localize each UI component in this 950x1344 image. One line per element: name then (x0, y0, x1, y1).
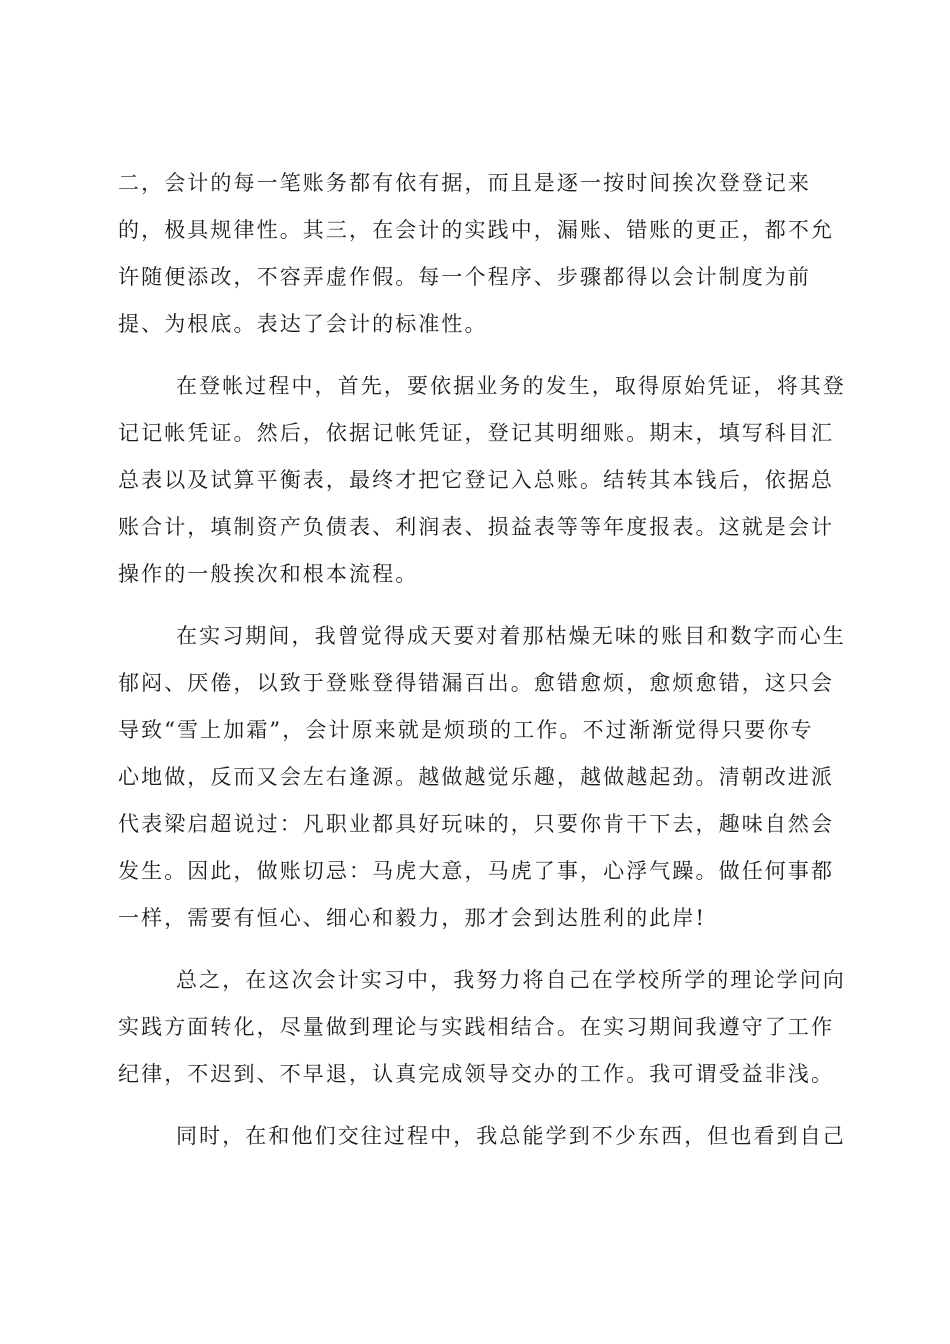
body-text (118, 160, 846, 1160)
text-line: 心地做，反而又会左右逢源。越做越觉乐趣，越做越起劲。清朝改进派 (118, 765, 835, 789)
text-line: 郁闷、厌倦，以致于登账登得错漏百出。愈错愈烦，愈烦愈错，这只会 (118, 671, 835, 695)
text-line: 同时，在和他们交往过程中，我总能学到不少东西，但也看到自己 (176, 1124, 846, 1148)
text-line: 记记帐凭证。然后，依据记帐凭证，登记其明细账。期末，填写科目汇 (118, 421, 835, 445)
text-line: 总之，在这次会计实习中，我努力将自己在学校所学的理论学问向 (176, 968, 846, 992)
text-line: 在登帐过程中，首先，要依据业务的发生，取得原始凭证，将其登 (176, 374, 846, 398)
paragraph (118, 160, 834, 348)
text-line: 纪律，不迟到、不早退，认真完成领导交办的工作。我可谓受益非浅。 (118, 1062, 835, 1086)
text-line: 操作的一般挨次和根本流程。 (118, 562, 419, 586)
text-line: 的，极具规律性。其三，在会计的实践中，漏账、错账的更正，都不允 (118, 218, 835, 242)
text-line: 总表以及试算平衡表，最终才把它登记入总账。结转其本钱后，依据总 (118, 468, 835, 492)
text-line: 实践方面转化，尽量做到理论与实践相结合。在实习期间我遵守了工作 (118, 1015, 835, 1039)
paragraph-spacer (118, 598, 834, 613)
text-line: 代表梁启超说过：凡职业都具好玩味的，只要你肯干下去，趣味自然会 (118, 812, 835, 836)
text-line: 在实习期间，我曾觉得成天要对着那枯燥无味的账目和数字而心生 (176, 624, 846, 648)
text-line: 导致“雪上加霜”，会计原来就是烦琐的工作。不过渐渐觉得只要你专 (118, 718, 814, 742)
paragraph-spacer (118, 942, 834, 957)
text-line: 提、为根底。表达了会计的标准性。 (118, 312, 488, 336)
paragraph-spacer (118, 1098, 834, 1113)
paragraph (118, 613, 846, 942)
paragraph-spacer (118, 348, 834, 363)
paragraph (118, 1113, 846, 1160)
text-line: 发生。因此，做账切忌：马虎大意，马虎了事，心浮气躁。做任何事都 (118, 859, 835, 883)
paragraph (118, 957, 846, 1098)
text-line: 一样，需要有恒心、细心和毅力，那才会到达胜利的此岸! (118, 906, 707, 930)
text-line: 二，会计的每一笔账务都有依有据，而且是逐一按时间挨次登登记来 (118, 171, 811, 195)
text-line: 账合计，填制资产负债表、利润表、损益表等等年度报表。这就是会计 (118, 515, 835, 539)
text-line: 许随便添改，不容弄虚作假。每一个程序、步骤都得以会计制度为前 (118, 265, 811, 289)
paragraph (118, 363, 846, 598)
